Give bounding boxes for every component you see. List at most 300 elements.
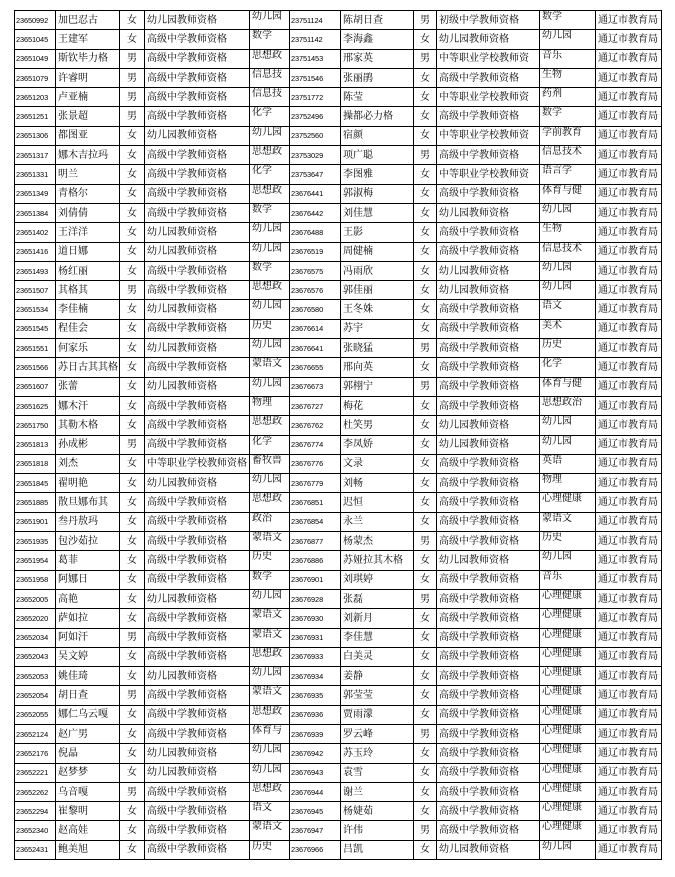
right-gender-cell: 男 xyxy=(414,49,437,68)
right-applicant-id-cell: 23676655 xyxy=(290,358,341,377)
left-gender-cell: 女 xyxy=(120,223,145,242)
left-subject-cell: 幼儿园 xyxy=(250,474,290,493)
right-name-cell: 冯雨欣 xyxy=(341,261,414,280)
right-authority-cell: 通辽市教育局 xyxy=(596,223,662,242)
right-subject-cell: 心理健康 xyxy=(540,724,596,743)
table-row xyxy=(15,474,662,493)
left-applicant-id-cell: 23651384 xyxy=(15,203,56,222)
right-authority-cell: 通辽市教育局 xyxy=(596,165,662,184)
right-applicant-id-cell: 23676488 xyxy=(290,223,341,242)
left-subject-cell: 幼儿园 xyxy=(250,589,290,608)
left-name-cell: 刘杰 xyxy=(56,454,120,473)
teacher-qualification-table xyxy=(14,10,662,860)
left-certificate-type-cell: 高级中学教师资格 xyxy=(145,686,250,705)
right-authority-cell: 通辽市教育局 xyxy=(596,802,662,821)
left-gender-cell: 女 xyxy=(120,609,145,628)
right-certificate-type-cell: 高级中学教师资格 xyxy=(437,319,540,338)
right-subject-cell: 学前教育 xyxy=(540,126,596,145)
right-name-cell: 郭莹莹 xyxy=(341,686,414,705)
left-certificate-type-cell: 幼儿园教师资格 xyxy=(145,474,250,493)
right-certificate-type-cell: 高级中学教师资格 xyxy=(437,782,540,801)
left-subject-cell: 思想政 xyxy=(250,184,290,203)
left-gender-cell: 男 xyxy=(120,628,145,647)
right-certificate-type-cell: 中等职业学校教师资 xyxy=(437,88,540,107)
table-row xyxy=(15,68,662,87)
right-authority-cell: 通辽市教育局 xyxy=(596,532,662,551)
left-name-cell: 翟明艳 xyxy=(56,474,120,493)
left-certificate-type-cell: 幼儿园教师资格 xyxy=(145,11,250,30)
right-subject-cell: 生物 xyxy=(540,68,596,87)
left-gender-cell: 女 xyxy=(120,763,145,782)
right-applicant-id-cell: 23676776 xyxy=(290,454,341,473)
right-name-cell: 操都必力格 xyxy=(341,107,414,126)
left-certificate-type-cell: 幼儿园教师资格 xyxy=(145,377,250,396)
right-applicant-id-cell: 23751772 xyxy=(290,88,341,107)
left-applicant-id-cell: 23651885 xyxy=(15,493,56,512)
left-name-cell: 王建军 xyxy=(56,30,120,49)
right-subject-cell: 心理健康 xyxy=(540,763,596,782)
right-certificate-type-cell: 高级中学教师资格 xyxy=(437,532,540,551)
right-authority-cell: 通辽市教育局 xyxy=(596,609,662,628)
right-subject-cell: 心理健康 xyxy=(540,782,596,801)
table-body xyxy=(15,11,662,860)
table-row xyxy=(15,11,662,30)
left-name-cell: 乌音嘎 xyxy=(56,782,120,801)
right-name-cell: 项广聪 xyxy=(341,146,414,165)
left-applicant-id-cell: 23651750 xyxy=(15,416,56,435)
left-certificate-type-cell: 高级中学教师资格 xyxy=(145,628,250,647)
right-applicant-id-cell: 23676928 xyxy=(290,589,341,608)
table-row xyxy=(15,744,662,763)
right-name-cell: 李图雅 xyxy=(341,165,414,184)
right-certificate-type-cell: 高级中学教师资格 xyxy=(437,223,540,242)
left-subject-cell: 蒙语文 xyxy=(250,609,290,628)
left-subject-cell: 幼儿园 xyxy=(250,11,290,30)
right-certificate-type-cell: 高级中学教师资格 xyxy=(437,667,540,686)
left-name-cell: 明兰 xyxy=(56,165,120,184)
left-subject-cell: 蒙语文 xyxy=(250,628,290,647)
right-certificate-type-cell: 高级中学教师资格 xyxy=(437,686,540,705)
left-subject-cell: 幼儿园 xyxy=(250,763,290,782)
right-name-cell: 杨蒙杰 xyxy=(341,532,414,551)
left-subject-cell: 蒙语文 xyxy=(250,821,290,840)
left-applicant-id-cell: 23652053 xyxy=(15,667,56,686)
table-row xyxy=(15,165,662,184)
left-subject-cell: 畜牧兽 xyxy=(250,454,290,473)
table-row xyxy=(15,146,662,165)
left-gender-cell: 男 xyxy=(120,435,145,454)
right-name-cell: 苏玉玲 xyxy=(341,744,414,763)
table-row xyxy=(15,184,662,203)
right-applicant-id-cell: 23676641 xyxy=(290,339,341,358)
left-certificate-type-cell: 高级中学教师资格 xyxy=(145,493,250,512)
right-certificate-type-cell: 高级中学教师资格 xyxy=(437,242,540,261)
right-applicant-id-cell: 23676762 xyxy=(290,416,341,435)
right-authority-cell: 通辽市教育局 xyxy=(596,68,662,87)
left-gender-cell: 女 xyxy=(120,802,145,821)
right-applicant-id-cell: 23676886 xyxy=(290,551,341,570)
right-gender-cell: 女 xyxy=(414,281,437,300)
right-applicant-id-cell: 23676519 xyxy=(290,242,341,261)
left-gender-cell: 女 xyxy=(120,493,145,512)
table-row xyxy=(15,532,662,551)
table-row xyxy=(15,126,662,145)
right-applicant-id-cell: 23676877 xyxy=(290,532,341,551)
right-name-cell: 宿颜 xyxy=(341,126,414,145)
right-authority-cell: 通辽市教育局 xyxy=(596,319,662,338)
right-authority-cell: 通辽市教育局 xyxy=(596,435,662,454)
right-subject-cell: 语文 xyxy=(540,300,596,319)
right-name-cell: 姜静 xyxy=(341,667,414,686)
right-subject-cell: 美术 xyxy=(540,319,596,338)
left-certificate-type-cell: 高级中学教师资格 xyxy=(145,68,250,87)
right-name-cell: 永兰 xyxy=(341,512,414,531)
right-applicant-id-cell: 23676576 xyxy=(290,281,341,300)
left-name-cell: 斯钦毕力格 xyxy=(56,49,120,68)
left-certificate-type-cell: 高级中学教师资格 xyxy=(145,319,250,338)
right-applicant-id-cell: 23751124 xyxy=(290,11,341,30)
left-name-cell: 阿如汗 xyxy=(56,628,120,647)
right-certificate-type-cell: 中等职业学校教师资 xyxy=(437,126,540,145)
right-applicant-id-cell: 23753647 xyxy=(290,165,341,184)
left-subject-cell: 历史 xyxy=(250,551,290,570)
left-subject-cell: 幼儿园 xyxy=(250,300,290,319)
left-gender-cell: 女 xyxy=(120,454,145,473)
left-gender-cell: 女 xyxy=(120,242,145,261)
right-applicant-id-cell: 23676779 xyxy=(290,474,341,493)
left-name-cell: 娜木吉拉玛 xyxy=(56,146,120,165)
left-name-cell: 刘倩倩 xyxy=(56,203,120,222)
table-row xyxy=(15,107,662,126)
right-name-cell: 郭佳丽 xyxy=(341,281,414,300)
left-name-cell: 张蕾 xyxy=(56,377,120,396)
right-certificate-type-cell: 幼儿园教师资格 xyxy=(437,435,540,454)
right-applicant-id-cell: 23676943 xyxy=(290,763,341,782)
left-applicant-id-cell: 23651607 xyxy=(15,377,56,396)
table-row xyxy=(15,300,662,319)
right-authority-cell: 通辽市教育局 xyxy=(596,551,662,570)
right-authority-cell: 通辽市教育局 xyxy=(596,782,662,801)
right-applicant-id-cell: 23676614 xyxy=(290,319,341,338)
left-certificate-type-cell: 高级中学教师资格 xyxy=(145,184,250,203)
left-gender-cell: 男 xyxy=(120,281,145,300)
right-gender-cell: 男 xyxy=(414,532,437,551)
left-name-cell: 崔黎明 xyxy=(56,802,120,821)
left-certificate-type-cell: 幼儿园教师资格 xyxy=(145,126,250,145)
right-subject-cell: 音乐 xyxy=(540,570,596,589)
left-applicant-id-cell: 23652262 xyxy=(15,782,56,801)
left-applicant-id-cell: 23651534 xyxy=(15,300,56,319)
left-applicant-id-cell: 23651079 xyxy=(15,68,56,87)
table-row xyxy=(15,358,662,377)
left-subject-cell: 思想政 xyxy=(250,146,290,165)
right-certificate-type-cell: 幼儿园教师资格 xyxy=(437,281,540,300)
right-name-cell: 刘佳慧 xyxy=(341,203,414,222)
right-authority-cell: 通辽市教育局 xyxy=(596,339,662,358)
right-gender-cell: 女 xyxy=(414,68,437,87)
table-row xyxy=(15,203,662,222)
right-certificate-type-cell: 幼儿园教师资格 xyxy=(437,261,540,280)
right-name-cell: 杨婕茹 xyxy=(341,802,414,821)
right-authority-cell: 通辽市教育局 xyxy=(596,474,662,493)
right-applicant-id-cell: 23676931 xyxy=(290,628,341,647)
right-gender-cell: 女 xyxy=(414,300,437,319)
right-certificate-type-cell: 中等职业学校教师资 xyxy=(437,165,540,184)
right-gender-cell: 女 xyxy=(414,184,437,203)
left-applicant-id-cell: 23651901 xyxy=(15,512,56,531)
right-authority-cell: 通辽市教育局 xyxy=(596,724,662,743)
left-subject-cell: 思想政 xyxy=(250,49,290,68)
left-certificate-type-cell: 幼儿园教师资格 xyxy=(145,667,250,686)
right-authority-cell: 通辽市教育局 xyxy=(596,49,662,68)
table-row xyxy=(15,667,662,686)
left-subject-cell: 蒙语文 xyxy=(250,532,290,551)
right-gender-cell: 女 xyxy=(414,223,437,242)
right-gender-cell: 女 xyxy=(414,782,437,801)
left-subject-cell: 数学 xyxy=(250,203,290,222)
right-certificate-type-cell: 高级中学教师资格 xyxy=(437,107,540,126)
right-applicant-id-cell: 23676930 xyxy=(290,609,341,628)
table-row xyxy=(15,454,662,473)
left-gender-cell: 女 xyxy=(120,474,145,493)
right-certificate-type-cell: 高级中学教师资格 xyxy=(437,763,540,782)
table-row xyxy=(15,647,662,666)
left-subject-cell: 思想政 xyxy=(250,281,290,300)
left-name-cell: 散旦娜布其 xyxy=(56,493,120,512)
right-certificate-type-cell: 高级中学教师资格 xyxy=(437,184,540,203)
left-name-cell: 高艳 xyxy=(56,589,120,608)
right-name-cell: 贾雨濛 xyxy=(341,705,414,724)
left-subject-cell: 蒙语文 xyxy=(250,358,290,377)
right-gender-cell: 女 xyxy=(414,319,437,338)
left-applicant-id-cell: 23652005 xyxy=(15,589,56,608)
left-subject-cell: 思想政 xyxy=(250,647,290,666)
right-certificate-type-cell: 高级中学教师资格 xyxy=(437,396,540,415)
left-subject-cell: 化学 xyxy=(250,435,290,454)
table-row xyxy=(15,802,662,821)
right-certificate-type-cell: 高级中学教师资格 xyxy=(437,493,540,512)
right-authority-cell: 通辽市教育局 xyxy=(596,281,662,300)
right-name-cell: 张磊 xyxy=(341,589,414,608)
left-gender-cell: 女 xyxy=(120,11,145,30)
right-subject-cell: 体育与健 xyxy=(540,377,596,396)
left-name-cell: 其勒木格 xyxy=(56,416,120,435)
right-authority-cell: 通辽市教育局 xyxy=(596,686,662,705)
table-row xyxy=(15,589,662,608)
right-subject-cell: 幼儿园 xyxy=(540,840,596,859)
left-name-cell: 何家乐 xyxy=(56,339,120,358)
table-row xyxy=(15,30,662,49)
left-applicant-id-cell: 23652176 xyxy=(15,744,56,763)
left-certificate-type-cell: 高级中学教师资格 xyxy=(145,203,250,222)
table-row xyxy=(15,416,662,435)
right-certificate-type-cell: 高级中学教师资格 xyxy=(437,589,540,608)
left-certificate-type-cell: 高级中学教师资格 xyxy=(145,551,250,570)
left-name-cell: 卢亚楠 xyxy=(56,88,120,107)
left-gender-cell: 女 xyxy=(120,705,145,724)
left-name-cell: 萨如拉 xyxy=(56,609,120,628)
right-certificate-type-cell: 高级中学教师资格 xyxy=(437,821,540,840)
left-certificate-type-cell: 高级中学教师资格 xyxy=(145,821,250,840)
left-certificate-type-cell: 幼儿园教师资格 xyxy=(145,242,250,261)
left-applicant-id-cell: 23652431 xyxy=(15,840,56,859)
left-certificate-type-cell: 高级中学教师资格 xyxy=(145,570,250,589)
right-name-cell: 白美灵 xyxy=(341,647,414,666)
right-subject-cell: 信息技术 xyxy=(540,242,596,261)
right-name-cell: 郭淑梅 xyxy=(341,184,414,203)
right-certificate-type-cell: 幼儿园教师资格 xyxy=(437,840,540,859)
left-name-cell: 姚佳琦 xyxy=(56,667,120,686)
left-gender-cell: 男 xyxy=(120,88,145,107)
left-subject-cell: 幼儿园 xyxy=(250,744,290,763)
right-subject-cell: 语言学 xyxy=(540,165,596,184)
right-certificate-type-cell: 高级中学教师资格 xyxy=(437,68,540,87)
right-name-cell: 李凤娇 xyxy=(341,435,414,454)
left-applicant-id-cell: 23652294 xyxy=(15,802,56,821)
right-applicant-id-cell: 23676854 xyxy=(290,512,341,531)
left-gender-cell: 女 xyxy=(120,551,145,570)
table-row xyxy=(15,570,662,589)
right-subject-cell: 蒙语文 xyxy=(540,512,596,531)
left-name-cell: 阿娜日 xyxy=(56,570,120,589)
right-name-cell: 邢家英 xyxy=(341,49,414,68)
left-certificate-type-cell: 高级中学教师资格 xyxy=(145,840,250,859)
right-name-cell: 罗云峰 xyxy=(341,724,414,743)
right-subject-cell: 历史 xyxy=(540,339,596,358)
right-name-cell: 苏娅拉其木格 xyxy=(341,551,414,570)
table-row xyxy=(15,840,662,859)
left-gender-cell: 女 xyxy=(120,416,145,435)
right-gender-cell: 男 xyxy=(414,339,437,358)
left-name-cell: 倪晶 xyxy=(56,744,120,763)
left-subject-cell: 物理 xyxy=(250,396,290,415)
right-subject-cell: 音乐 xyxy=(540,49,596,68)
left-applicant-id-cell: 23652340 xyxy=(15,821,56,840)
right-applicant-id-cell: 23676441 xyxy=(290,184,341,203)
left-applicant-id-cell: 23651507 xyxy=(15,281,56,300)
right-gender-cell: 男 xyxy=(414,377,437,396)
left-applicant-id-cell: 23651545 xyxy=(15,319,56,338)
left-certificate-type-cell: 幼儿园教师资格 xyxy=(145,744,250,763)
right-name-cell: 迟恒 xyxy=(341,493,414,512)
right-subject-cell: 历史 xyxy=(540,532,596,551)
table-row xyxy=(15,377,662,396)
right-authority-cell: 通辽市教育局 xyxy=(596,744,662,763)
right-authority-cell: 通辽市教育局 xyxy=(596,840,662,859)
right-name-cell: 陈莹 xyxy=(341,88,414,107)
left-certificate-type-cell: 高级中学教师资格 xyxy=(145,165,250,184)
left-name-cell: 娜木汗 xyxy=(56,396,120,415)
left-gender-cell: 男 xyxy=(120,686,145,705)
table-row xyxy=(15,782,662,801)
right-gender-cell: 女 xyxy=(414,744,437,763)
right-authority-cell: 通辽市教育局 xyxy=(596,88,662,107)
right-gender-cell: 女 xyxy=(414,474,437,493)
right-gender-cell: 女 xyxy=(414,261,437,280)
left-certificate-type-cell: 高级中学教师资格 xyxy=(145,261,250,280)
left-applicant-id-cell: 23651203 xyxy=(15,88,56,107)
left-name-cell: 道日娜 xyxy=(56,242,120,261)
right-subject-cell: 幼儿园 xyxy=(540,435,596,454)
left-applicant-id-cell: 23651331 xyxy=(15,165,56,184)
right-applicant-id-cell: 23676575 xyxy=(290,261,341,280)
left-name-cell: 其格其 xyxy=(56,281,120,300)
left-certificate-type-cell: 高级中学教师资格 xyxy=(145,647,250,666)
left-gender-cell: 女 xyxy=(120,570,145,589)
left-subject-cell: 幼儿园 xyxy=(250,667,290,686)
right-authority-cell: 通辽市教育局 xyxy=(596,107,662,126)
right-name-cell: 刘新月 xyxy=(341,609,414,628)
right-name-cell: 文录 xyxy=(341,454,414,473)
right-authority-cell: 通辽市教育局 xyxy=(596,184,662,203)
right-subject-cell: 心理健康 xyxy=(540,628,596,647)
table-row xyxy=(15,223,662,242)
right-name-cell: 谢兰 xyxy=(341,782,414,801)
left-gender-cell: 女 xyxy=(120,744,145,763)
right-subject-cell: 幼儿园 xyxy=(540,203,596,222)
right-applicant-id-cell: 23676936 xyxy=(290,705,341,724)
left-applicant-id-cell: 23651049 xyxy=(15,49,56,68)
right-subject-cell: 心理健康 xyxy=(540,609,596,628)
right-subject-cell: 数学 xyxy=(540,107,596,126)
table-row xyxy=(15,261,662,280)
right-certificate-type-cell: 幼儿园教师资格 xyxy=(437,203,540,222)
left-name-cell: 赵梦梦 xyxy=(56,763,120,782)
right-authority-cell: 通辽市教育局 xyxy=(596,416,662,435)
left-subject-cell: 体育与 xyxy=(250,724,290,743)
right-certificate-type-cell: 高级中学教师资格 xyxy=(437,628,540,647)
right-gender-cell: 女 xyxy=(414,628,437,647)
right-gender-cell: 女 xyxy=(414,88,437,107)
table-row xyxy=(15,609,662,628)
right-applicant-id-cell: 23676944 xyxy=(290,782,341,801)
left-subject-cell: 信息技 xyxy=(250,88,290,107)
left-applicant-id-cell: 23652124 xyxy=(15,724,56,743)
left-name-cell: 程佳会 xyxy=(56,319,120,338)
left-applicant-id-cell: 23652221 xyxy=(15,763,56,782)
right-gender-cell: 女 xyxy=(414,802,437,821)
right-subject-cell: 心理健康 xyxy=(540,744,596,763)
left-certificate-type-cell: 高级中学教师资格 xyxy=(145,396,250,415)
right-gender-cell: 女 xyxy=(414,165,437,184)
left-certificate-type-cell: 高级中学教师资格 xyxy=(145,146,250,165)
right-gender-cell: 女 xyxy=(414,396,437,415)
right-certificate-type-cell: 高级中学教师资格 xyxy=(437,474,540,493)
left-certificate-type-cell: 幼儿园教师资格 xyxy=(145,223,250,242)
right-certificate-type-cell: 幼儿园教师资格 xyxy=(437,551,540,570)
left-gender-cell: 女 xyxy=(120,512,145,531)
right-certificate-type-cell: 幼儿园教师资格 xyxy=(437,416,540,435)
left-subject-cell: 思想政 xyxy=(250,705,290,724)
right-subject-cell: 心理健康 xyxy=(540,821,596,840)
right-subject-cell: 英语 xyxy=(540,454,596,473)
left-subject-cell: 政治 xyxy=(250,512,290,531)
table-row xyxy=(15,339,662,358)
left-name-cell: 张景超 xyxy=(56,107,120,126)
left-gender-cell: 男 xyxy=(120,68,145,87)
left-gender-cell: 女 xyxy=(120,203,145,222)
right-certificate-type-cell: 高级中学教师资格 xyxy=(437,454,540,473)
right-certificate-type-cell: 高级中学教师资格 xyxy=(437,358,540,377)
right-subject-cell: 药剂 xyxy=(540,88,596,107)
left-applicant-id-cell: 23651402 xyxy=(15,223,56,242)
right-authority-cell: 通辽市教育局 xyxy=(596,589,662,608)
table-row xyxy=(15,435,662,454)
right-applicant-id-cell: 23751142 xyxy=(290,30,341,49)
table-row xyxy=(15,396,662,415)
right-subject-cell: 幼儿园 xyxy=(540,281,596,300)
left-certificate-type-cell: 幼儿园教师资格 xyxy=(145,763,250,782)
